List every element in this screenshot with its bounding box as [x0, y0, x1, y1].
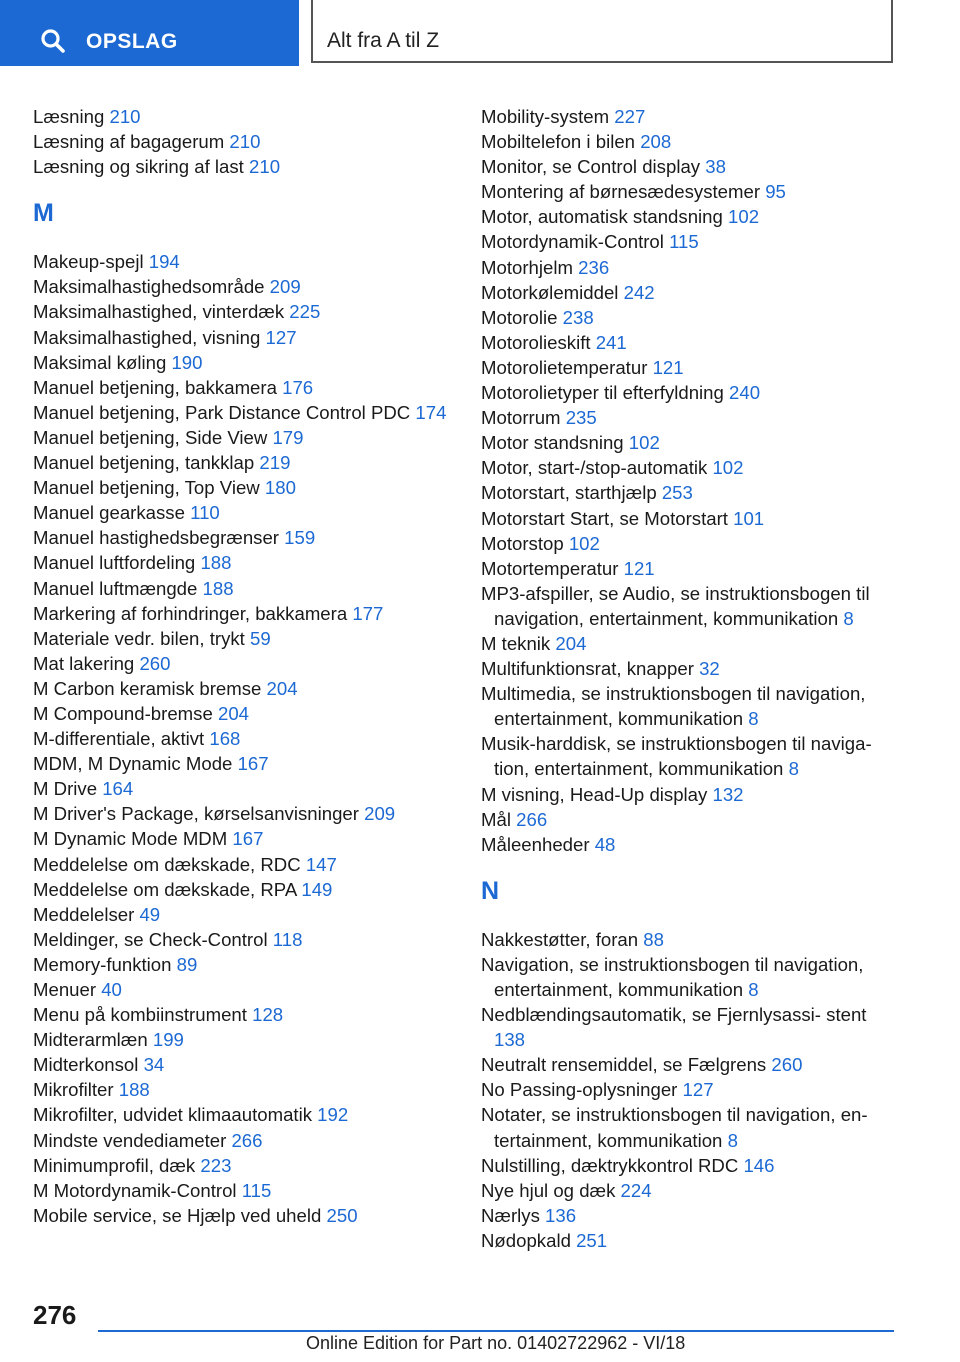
index-page-link[interactable]: 219: [259, 452, 291, 474]
index-entry-text: Læsning: [33, 106, 110, 127]
index-page-link[interactable]: 210: [229, 131, 261, 153]
index-entry: [33, 651, 463, 676]
index-page-link[interactable]: 194: [148, 251, 180, 273]
index-page-link[interactable]: 101: [733, 507, 765, 529]
index-entry-text: Menu på kombiinstrument: [33, 1004, 253, 1026]
index-entry-text: Manuel betjening, Park Distance Control PDC: [33, 401, 416, 423]
index-page-link[interactable]: 176: [282, 376, 314, 398]
index-entry: [481, 731, 901, 781]
index-entry: [481, 832, 901, 857]
index-entry: [33, 1203, 463, 1228]
index-page-link[interactable]: 147: [305, 853, 337, 875]
footer-rule: [98, 1330, 894, 1332]
index-entry-text: Montering af børnesædesystemer: [481, 181, 766, 203]
index-entry: [481, 179, 901, 204]
index-entry-text: Nulstilling, dæktrykkontrol RDC: [481, 1154, 744, 1176]
index-page-link[interactable]: 188: [200, 552, 232, 574]
index-page-link[interactable]: 48: [594, 833, 616, 855]
index-entry-text: M Motordynamik-Control: [33, 1179, 242, 1201]
index-page-link[interactable]: 227: [614, 106, 646, 127]
index-entry: [481, 656, 901, 681]
index-entry-text: Motorstart, starthjælp: [481, 482, 662, 504]
index-page-link[interactable]: 204: [555, 632, 587, 654]
index-entry-text: Mobiltelefon i bilen: [481, 131, 641, 153]
index-entry: [481, 229, 901, 254]
index-page-link[interactable]: 146: [743, 1154, 775, 1176]
index-page-link[interactable]: 102: [568, 532, 600, 554]
index-page-link[interactable]: 127: [682, 1079, 714, 1101]
index-page-link[interactable]: 8: [748, 708, 759, 730]
index-entry-text: Musik-harddisk, se instruktionsbogen til naviga- tion, entertainment, kommunikation: [481, 733, 872, 780]
index-entry-text: Manuel luftfordeling: [33, 552, 201, 574]
index-page-link[interactable]: 159: [284, 527, 316, 549]
index-entry: [481, 405, 901, 430]
index-entry: [33, 104, 463, 129]
index-entry: [481, 305, 901, 330]
index-page-link[interactable]: 8: [748, 979, 759, 1000]
index-page-link[interactable]: 210: [249, 156, 281, 178]
index-entry-text: Notater, se instruktionsbogen til navigation, en- tertainment, kommunikation: [481, 1104, 868, 1151]
index-entry-text: Nærlys: [481, 1204, 546, 1226]
index-entry: [33, 576, 463, 601]
search-icon: [40, 28, 66, 54]
index-entry-text: Makeup-spejl: [33, 251, 149, 273]
search-tab[interactable]: [0, 0, 299, 66]
index-page-link[interactable]: 118: [272, 928, 303, 950]
index-page-link[interactable]: 8: [788, 758, 799, 780]
index-entry-text: Nødopkald: [481, 1229, 577, 1251]
index-entry: [33, 776, 463, 801]
index-entry-text: Læsning af bagagerum: [33, 131, 230, 153]
index-page-link[interactable]: 180: [264, 477, 296, 499]
index-entry: [481, 1228, 901, 1253]
index-entry-text: Motorolietyper til efterfyldning: [481, 382, 730, 404]
index-page-link[interactable]: 168: [209, 728, 241, 750]
index-entry: [481, 1077, 901, 1102]
index-entry-text: Motorstart Start, se Motorstart: [481, 507, 734, 529]
index-entry: [33, 701, 463, 726]
index-entry-text: Maksimal køling: [33, 351, 172, 373]
index-page-link[interactable]: 164: [102, 778, 134, 800]
index-entry: [481, 782, 901, 807]
index-entry-text: Motortemperatur: [481, 557, 624, 579]
index-entry: [33, 450, 463, 475]
index-page-link[interactable]: 95: [765, 181, 786, 203]
index-entry: [33, 325, 463, 350]
index-page-link[interactable]: 121: [652, 356, 684, 378]
index-entry: [481, 280, 901, 305]
index-entry-text: Materiale vedr. bilen, trykt: [33, 627, 251, 649]
index-entry: [33, 1052, 463, 1077]
index-page-link[interactable]: 266: [231, 1129, 263, 1151]
search-label: OPSLAG: [86, 30, 178, 53]
section-title: Alt fra A til Z: [327, 29, 440, 52]
index-page-link[interactable]: 241: [595, 331, 627, 353]
index-page-link[interactable]: 136: [545, 1204, 577, 1226]
index-entry-text: Meddelelse om dækskade, RDC: [33, 853, 306, 875]
index-entry: [33, 350, 463, 375]
index-entry-text: M-differentiale, aktivt: [33, 728, 210, 750]
index-entry-text: Manuel luftmængde: [33, 577, 203, 599]
index-entry: [481, 154, 901, 179]
index-entry: [481, 1203, 901, 1228]
index-page-link[interactable]: 250: [326, 1204, 358, 1226]
index-entry: [33, 902, 463, 927]
index-entry-text: Maksimalhastighed, vinterdæk: [33, 301, 290, 323]
index-entry-text: Motorhjelm: [481, 256, 579, 278]
index-entry: [481, 129, 901, 154]
index-entry: [33, 129, 463, 154]
index-entry: [33, 726, 463, 751]
index-entry: [481, 204, 901, 229]
index-entry: [33, 676, 463, 701]
index-entry: [33, 249, 463, 274]
index-page-link[interactable]: 204: [217, 702, 250, 724]
index-entry-text: Motorolietemperatur: [481, 356, 653, 378]
index-entry: [33, 299, 463, 324]
index-entry: [481, 1102, 901, 1152]
index-column-left: [33, 104, 463, 1228]
index-entry: [481, 556, 901, 581]
index-page-link[interactable]: 128: [252, 1004, 284, 1026]
index-entry: [481, 531, 901, 556]
index-entry: [481, 506, 901, 531]
index-page-link[interactable]: 179: [272, 426, 304, 448]
index-page-link[interactable]: 266: [516, 808, 548, 830]
index-entry: [481, 581, 901, 631]
index-entry: [33, 1102, 463, 1127]
index-entry-text: Maksimalhastighed, visning: [33, 326, 266, 348]
index-page-link[interactable]: 149: [301, 878, 333, 900]
index-entry: [481, 1002, 901, 1052]
index-page-link[interactable]: 38: [705, 156, 726, 178]
index-entry-text: M Compound-bremse: [33, 702, 218, 724]
index-entry-text: Manuel betjening, Side View: [33, 426, 273, 448]
index-entry: [33, 852, 463, 877]
index-entry-text: Motorkølemiddel: [481, 281, 624, 303]
index-entry-text: Manuel hastighedsbegrænser: [33, 527, 285, 549]
index-page-link[interactable]: 209: [269, 276, 301, 298]
index-entry-text: Multimedia, se instruktionsbogen til navigation, entertainment, kommunikation: [481, 683, 866, 730]
index-entry-text: Motor standsning: [481, 432, 629, 454]
section-title-box: [311, 0, 893, 63]
index-entry: [481, 330, 901, 355]
index-page-link[interactable]: 253: [661, 482, 693, 504]
index-page-link[interactable]: 88: [643, 928, 664, 950]
index-entry-text: Multifunktionsrat, knapper: [481, 658, 700, 680]
index-page-link[interactable]: 8: [727, 1129, 738, 1151]
index-entry-text: Mindste vendediameter: [33, 1129, 232, 1151]
index-page-link[interactable]: 167: [232, 828, 264, 850]
index-entry-text: Mobility-system: [481, 106, 615, 127]
index-page-link[interactable]: 127: [265, 326, 297, 348]
index-entry: [481, 255, 901, 280]
index-page-link[interactable]: 188: [202, 577, 234, 599]
index-letter-heading: N: [481, 876, 500, 905]
index-entry-text: No Passing-oplysninger: [481, 1079, 683, 1101]
index-entry-text: M Dynamic Mode MDM: [33, 828, 233, 850]
index-page-link[interactable]: 102: [628, 432, 660, 454]
index-entry: [33, 626, 463, 651]
index-page-link[interactable]: 121: [623, 557, 655, 579]
index-entry-text: Meldinger, se Check-Control: [33, 928, 273, 950]
index-entry: [481, 380, 901, 405]
index-entry-text: Maksimalhastighedsområde: [33, 276, 270, 298]
index-entry-text: Mat lakering: [33, 652, 140, 674]
index-entry-text: Mikrofilter, udvidet klimaautomatik: [33, 1104, 318, 1126]
index-entry-text: M visning, Head-Up display: [481, 783, 713, 805]
index-entry-text: Manuel gearkasse: [33, 502, 191, 524]
index-entry-text: Måleenheder: [481, 833, 595, 855]
index-page-link[interactable]: 115: [669, 231, 699, 253]
footer-edition: Online Edition for Part no. 01402722962 - VI/18: [306, 1333, 686, 1353]
index-entry-text: Minimumprofil, dæk: [33, 1154, 201, 1176]
index-entry-text: Motordynamik-Control: [481, 231, 670, 253]
index-entry-text: Motor, start-/stop-automatik: [481, 457, 713, 479]
index-page-link[interactable]: 199: [152, 1029, 184, 1051]
index-page-link[interactable]: 138: [494, 1029, 526, 1051]
index-entry: [481, 104, 901, 129]
index-entry: [33, 826, 463, 851]
index-page-link[interactable]: 208: [640, 131, 672, 153]
index-entry: [481, 927, 901, 952]
index-entry-text: M Carbon keramisk bremse: [33, 677, 267, 699]
index-entry-text: MDM, M Dynamic Mode: [33, 753, 238, 775]
index-page-link[interactable]: 174: [415, 401, 447, 423]
page-number: 276: [33, 1300, 77, 1330]
index-entry: [33, 400, 463, 425]
index-entry: [33, 801, 463, 826]
index-entry-text: Manuel betjening, tankklap: [33, 452, 260, 474]
index-page-link[interactable]: 260: [771, 1054, 803, 1076]
index-entry-text: MP3-afspiller, se Audio, se instruktionsbogen til navigation, entertainment, kommunikation: [481, 582, 870, 629]
index-page-link[interactable]: 260: [139, 652, 171, 674]
index-entry: [33, 425, 463, 450]
index-entry: [33, 1027, 463, 1052]
index-entry-text: Mål: [481, 808, 517, 830]
index-page-link[interactable]: 188: [118, 1079, 150, 1101]
index-entry-text: Midterarmlæn: [33, 1029, 153, 1051]
index-entry-text: Monitor, se Control display: [481, 156, 706, 178]
index-entry: [33, 550, 463, 575]
index-entry-text: Manuel betjening, Top View: [33, 477, 265, 499]
index-entry-text: Navigation, se instruktionsbogen til navigation, entertainment, kommunikation: [481, 953, 864, 1000]
index-column-right: [481, 104, 901, 1253]
index-page-link[interactable]: 238: [562, 306, 594, 328]
index-entry: [33, 1077, 463, 1102]
index-entry: [33, 375, 463, 400]
index-page-link[interactable]: 32: [699, 658, 720, 680]
index-entry-text: Meddelelse om dækskade, RPA: [33, 878, 302, 900]
index-page-link[interactable]: 236: [578, 256, 610, 278]
index-entry: [33, 274, 463, 299]
index-entry: [481, 355, 901, 380]
index-entry-text: Læsning og sikring af last: [33, 156, 250, 178]
index-entry-text: M Driver's Package, kørselsanvisninger: [33, 803, 365, 825]
index-entry: [481, 430, 901, 455]
index-entry: [481, 631, 901, 656]
index-entry-text: M Drive: [33, 778, 103, 800]
index-entry-text: Motorrum: [481, 407, 566, 429]
index-page-link[interactable]: 192: [317, 1104, 349, 1126]
index-entry: [481, 1052, 901, 1077]
index-page-link[interactable]: 110: [190, 502, 220, 524]
index-page-link[interactable]: 190: [171, 351, 203, 373]
index-entry: [33, 500, 463, 525]
index-entry: [33, 927, 463, 952]
index-page-link[interactable]: 210: [109, 106, 141, 127]
index-entry: [33, 601, 463, 626]
index-page-link[interactable]: 209: [364, 803, 396, 825]
index-entry: [33, 154, 463, 179]
index-entry: [33, 952, 463, 977]
index-entry-text: Neutralt rensemiddel, se Fælgrens: [481, 1054, 772, 1076]
index-page-link[interactable]: 49: [139, 903, 161, 925]
index-page-link[interactable]: 177: [352, 602, 384, 624]
index-entry: [481, 1178, 901, 1203]
index-entry-text: Motorstop: [481, 532, 569, 554]
index-entry: [481, 807, 901, 832]
index-page-link[interactable]: 225: [289, 301, 321, 323]
index-entry-text: Memory-funktion: [33, 953, 177, 975]
index-entry: [481, 952, 901, 1002]
index-entry: [33, 751, 463, 776]
index-entry-text: Motorolie: [481, 306, 563, 328]
index-entry-text: Menuer: [33, 979, 102, 1000]
index-page-link[interactable]: 34: [143, 1054, 165, 1076]
index-page-link[interactable]: 204: [266, 677, 298, 699]
index-entry-text: Midterkonsol: [33, 1054, 144, 1076]
index-entry-text: Nakkestøtter, foran: [481, 928, 644, 950]
index-entry: [33, 1002, 463, 1027]
index-entry: [33, 1128, 463, 1153]
index-entry: [481, 455, 901, 480]
index-entry: [33, 977, 463, 1002]
index-entry: [481, 1153, 901, 1178]
index-page-link[interactable]: 89: [176, 953, 198, 975]
index-entry: [33, 877, 463, 902]
index-entry-text: Manuel betjening, bakkamera: [33, 376, 283, 398]
index-page-link[interactable]: 8: [843, 607, 854, 629]
index-page-link[interactable]: 224: [620, 1179, 652, 1201]
index-page-link[interactable]: 102: [728, 206, 760, 228]
index-entry-text: Mobile service, se Hjælp ved uheld: [33, 1204, 327, 1226]
index-page-link[interactable]: 251: [576, 1229, 608, 1251]
index-entry-text: Nedblændingsautomatik, se Fjernlysassi- stent: [481, 1004, 867, 1026]
index-page-link[interactable]: 115: [241, 1179, 272, 1201]
index-page-link[interactable]: 102: [712, 457, 744, 479]
index-entry: [33, 525, 463, 550]
index-entry-text: Motorolieskift: [481, 331, 596, 353]
page-header: [0, 0, 960, 66]
index-page-link[interactable]: 242: [623, 281, 655, 303]
index-entry-text: Markering af forhindringer, bakkamera: [33, 602, 353, 624]
index-page-link[interactable]: 167: [237, 753, 269, 775]
index-letter-heading: M: [33, 199, 54, 228]
index-page-link[interactable]: 223: [200, 1154, 232, 1176]
index-page-link[interactable]: 235: [565, 407, 597, 429]
index-entry: [33, 475, 463, 500]
index-entry-text: Motor, automatisk standsning: [481, 206, 729, 228]
index-entry-text: Meddelelser: [33, 903, 140, 925]
index-entry-text: Mikrofilter: [33, 1079, 119, 1101]
index-entry: [481, 681, 901, 731]
index-entry-text: Nye hjul og dæk: [481, 1179, 621, 1201]
index-page-link[interactable]: 40: [101, 979, 122, 1000]
index-entry-text: M teknik: [481, 632, 556, 654]
index-page-link[interactable]: 59: [250, 627, 271, 649]
index-entry: [33, 1153, 463, 1178]
index-page-link[interactable]: 240: [729, 382, 761, 404]
index-entry: [33, 1178, 463, 1203]
index-page-link[interactable]: 132: [712, 783, 744, 805]
index-entry: [481, 480, 901, 505]
